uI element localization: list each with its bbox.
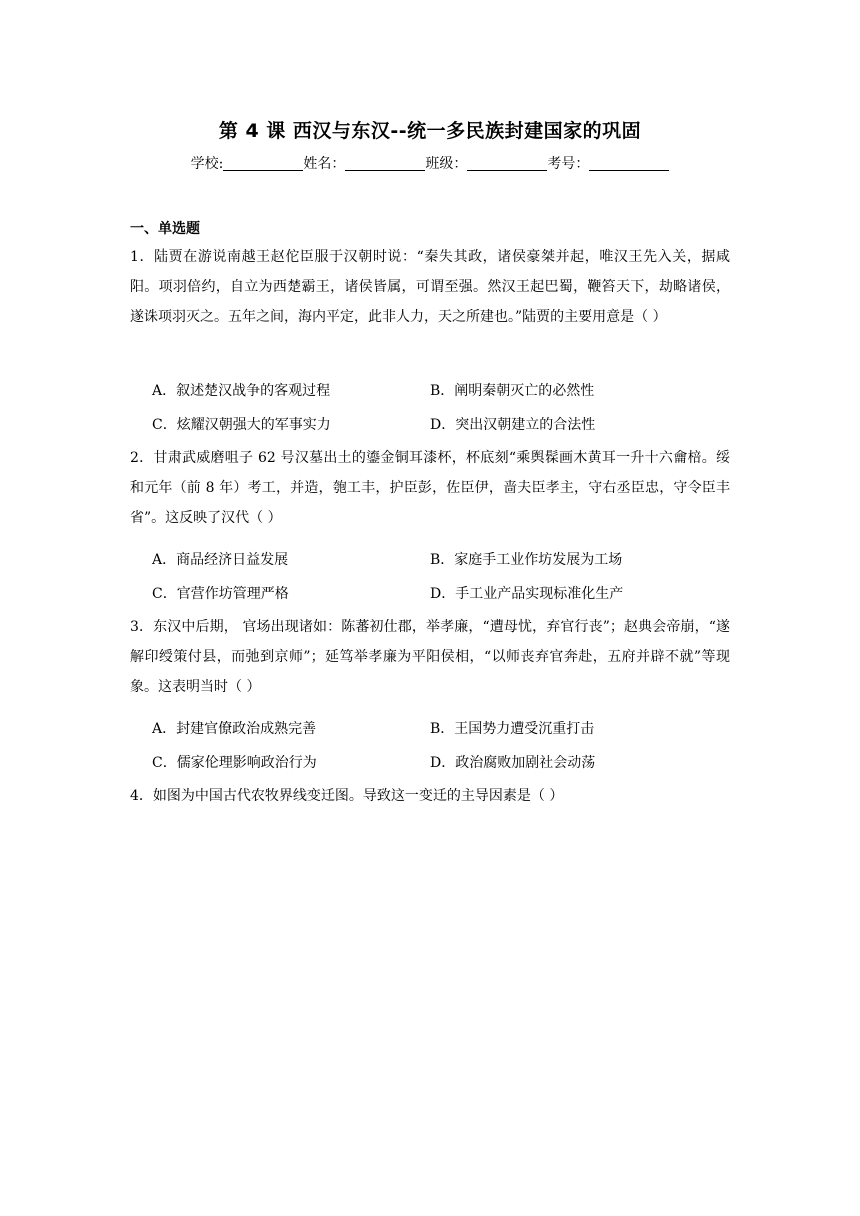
question-2-option-b[interactable]: B．家庭手工业作坊发展为工场 xyxy=(430,552,623,568)
question-3-option-c[interactable]: C．儒家伦理影响政治行为 xyxy=(152,755,317,771)
question-3-option-d[interactable]: D．政治腐败加剧社会动荡 xyxy=(430,755,596,771)
question-1-option-b[interactable]: B．阐明秦朝灭亡的必然性 xyxy=(430,383,595,399)
question-1-stem: 1．陆贾在游说南越王赵佗臣服于汉朝时说：“秦失其政，诸侯豪桀并起，唯汉王先入关，据咸阳。项羽倍约，自立为西楚霸王，诸侯皆属，可谓至强。然汉王起巴蜀，鞭笞天下，劫略诸侯，遂诛项羽灭之。五年之间，海内平定，此非人力，天之所建也。”陆贾的主要用意是（ ） xyxy=(130,249,730,325)
question-1-option-a[interactable]: A．叙述楚汉战争的客观过程 xyxy=(152,383,331,399)
student-info-line xyxy=(0,153,860,173)
exam-number-blank[interactable] xyxy=(589,156,669,171)
question-2-stem: 2．甘肃武威磨咀子 62 号汉墓出土的鎏金铜耳漆杯，杯底刻“乘舆髹画木黄耳一升十六龠棓。绥和元年（前 8 年）考工，并造，匏工丰，护臣彭，佐臣伊，啬夫臣孝主，守右丞臣忠，守令臣丰省”。这反映了汉代（ ） xyxy=(130,450,730,526)
document-title: 第 4 课 西汉与东汉--统一多民族封建国家的巩固 xyxy=(218,120,642,142)
class-blank[interactable] xyxy=(467,156,547,171)
name-blank[interactable] xyxy=(345,156,425,171)
question-3-option-a[interactable]: A．封建官僚政治成熟完善 xyxy=(152,721,317,737)
question-1-option-c[interactable]: C．炫耀汉朝强大的军事实力 xyxy=(152,417,331,433)
question-3-option-b[interactable]: B．王国势力遭受沉重打击 xyxy=(430,721,595,737)
class-label: 班级： xyxy=(425,156,468,172)
question-4-stem: 4．如图为中国古代农牧界线变迁图。导致这一变迁的主导因素是（ ） xyxy=(130,788,564,804)
name-label: 姓名： xyxy=(303,156,346,172)
question-2-option-c[interactable]: C．官营作坊管理严格 xyxy=(152,586,289,602)
question-2-option-a[interactable]: A．商品经济日益发展 xyxy=(152,552,289,568)
question-2-option-d[interactable]: D．手工业产品实现标准化生产 xyxy=(430,586,624,602)
exam-number-label: 考号： xyxy=(547,156,590,172)
question-3-stem: 3．东汉中后期， 官场出现诸如：陈蕃初仕郡，举孝廉，“遭母忧，弃官行丧”；赵典会帝崩，“遂解印绶策付县，而弛到京师”；延笃举孝廉为平阳侯相，“以师丧弃官奔赴，五府并辟不就”等现象。这表明当时（ ） xyxy=(130,619,730,695)
section-heading: 一、单选题 xyxy=(130,221,200,237)
question-1-option-d[interactable]: D．突出汉朝建立的合法性 xyxy=(430,417,596,433)
school-label: 学校: xyxy=(190,156,224,172)
school-blank[interactable] xyxy=(223,156,303,171)
